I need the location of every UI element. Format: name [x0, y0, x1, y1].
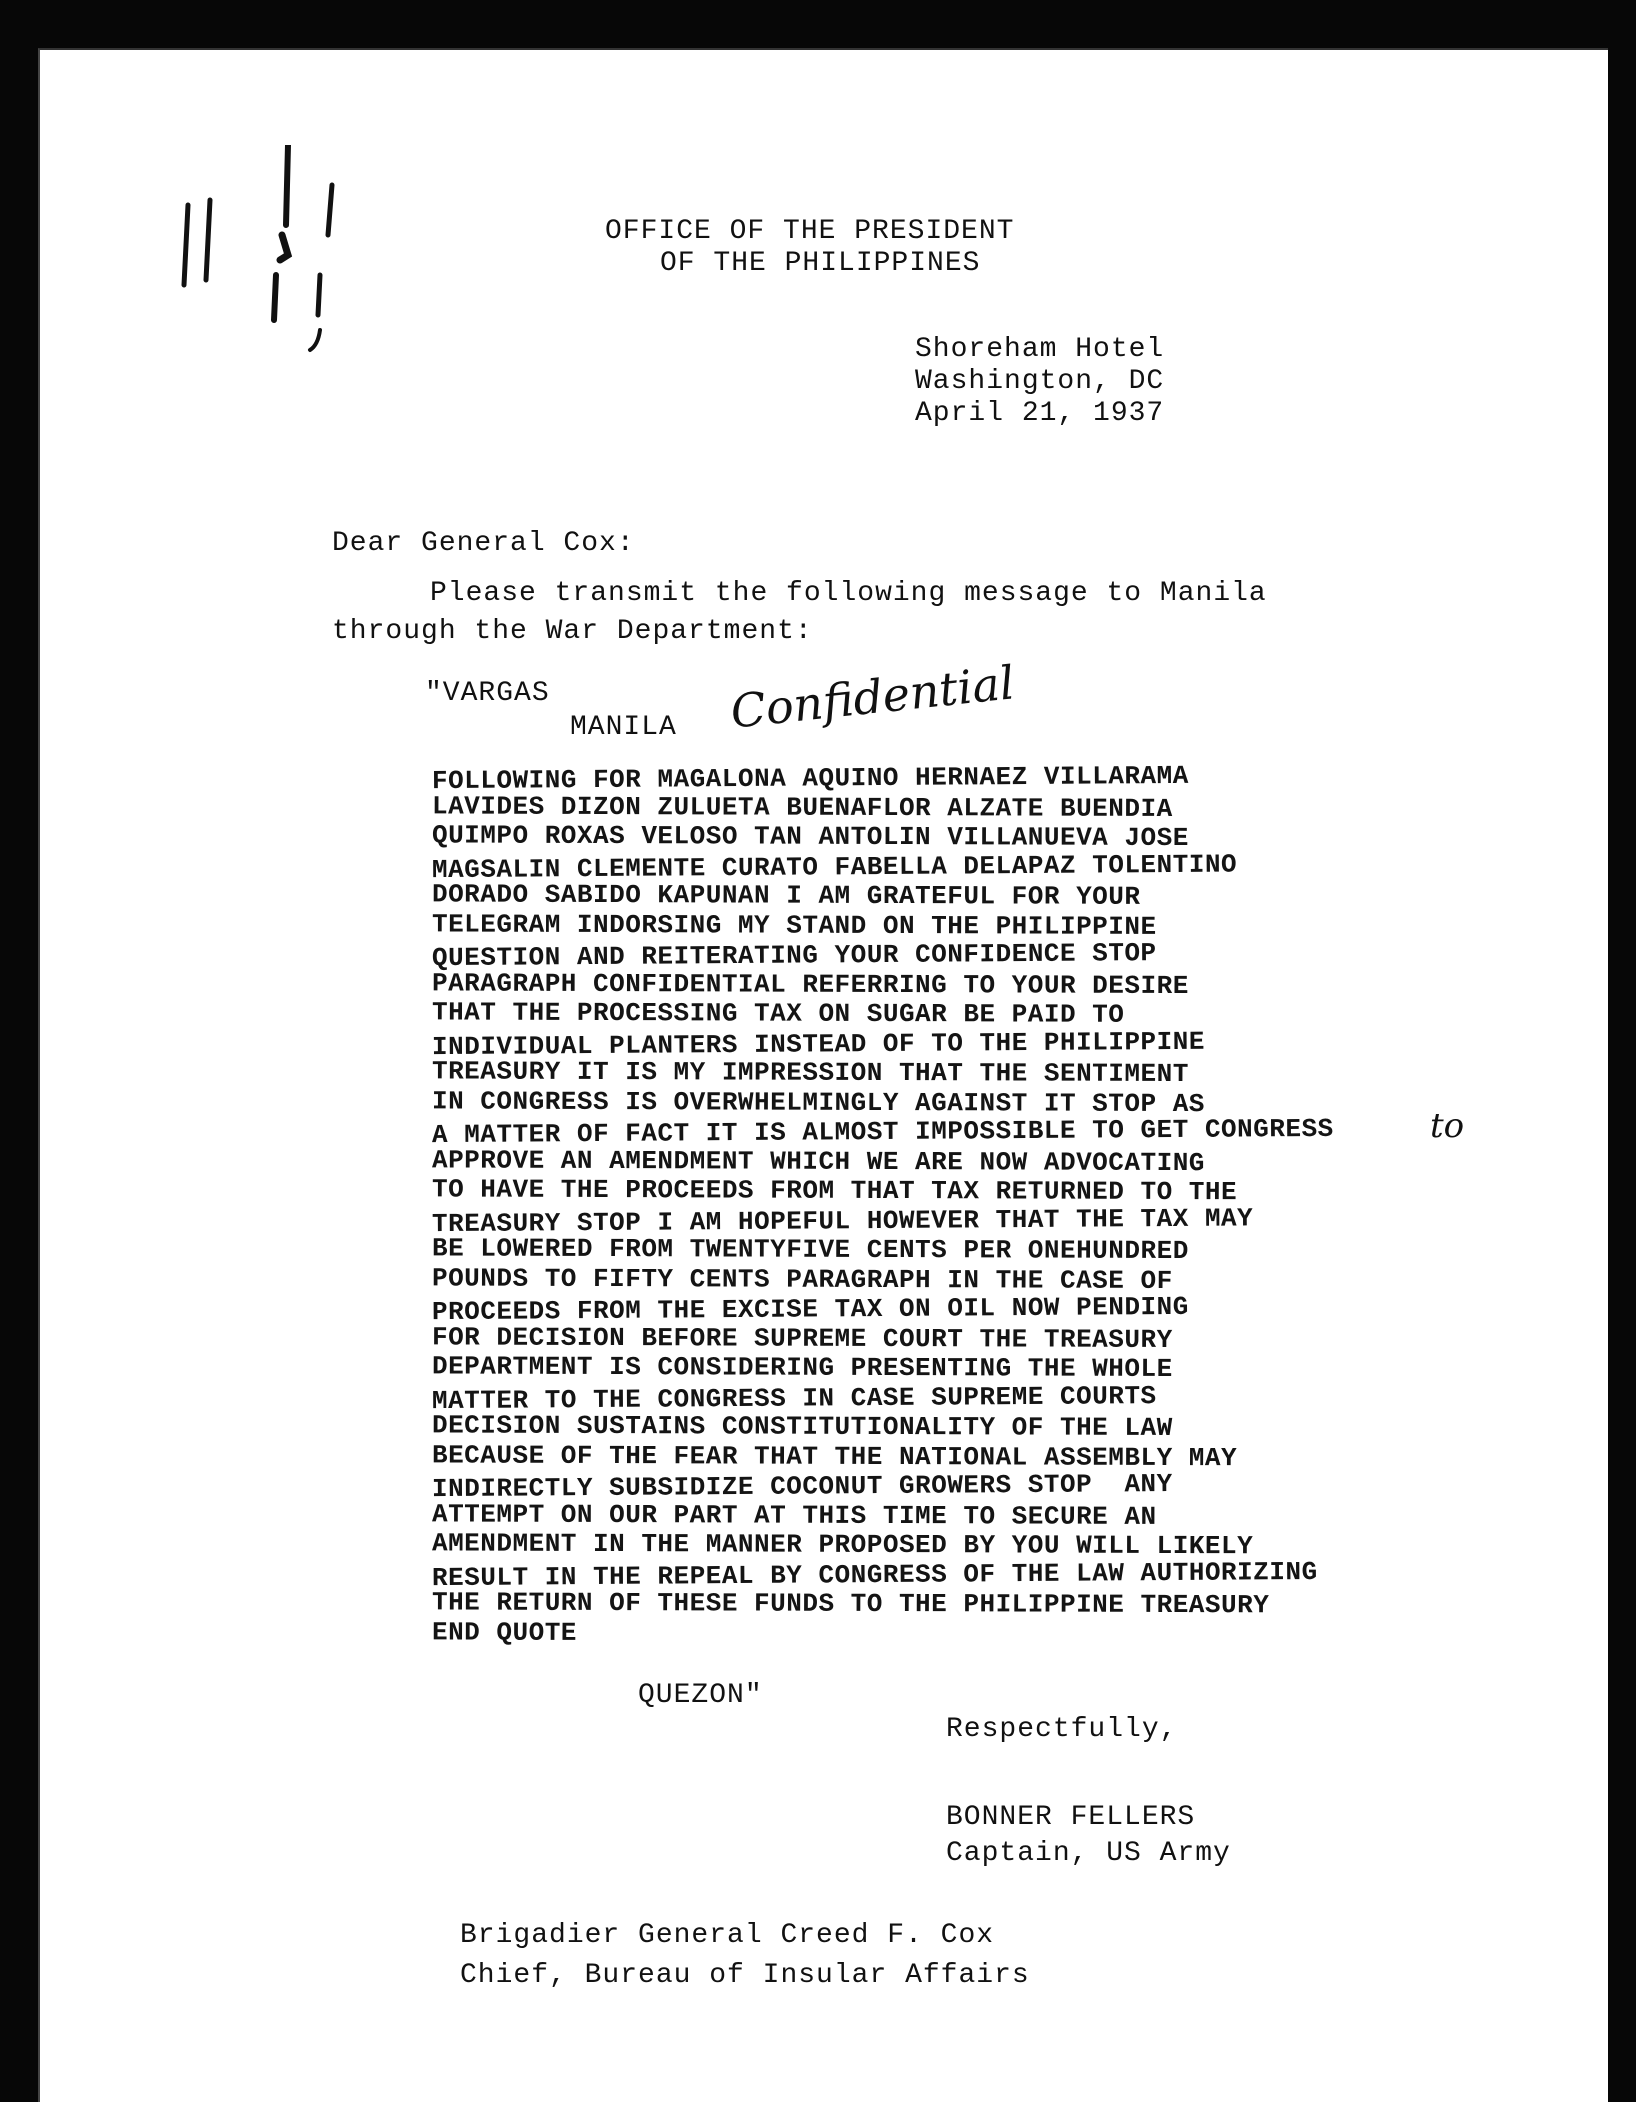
letter-date: April 21, 1937	[915, 398, 1165, 429]
handwritten-margin-note: to	[1430, 1106, 1465, 1146]
telegram-body-line: DECISION SUSTAINS CONSTITUTIONALITY OF THE LAW	[431, 1410, 1173, 1444]
telegram-body-line: A MATTER OF FACT IT IS ALMOST IMPOSSIBLE TO GET CONGRESS	[431, 1113, 1334, 1151]
telegram-body-line: TO HAVE THE PROCEEDS FROM THAT TAX RETURNED TO THE	[431, 1174, 1238, 1208]
telegram-body-line: INDIVIDUAL PLANTERS INSTEAD OF TO THE PHILIPPINE	[431, 1026, 1206, 1062]
document-page	[38, 48, 1608, 2102]
telegram-signoff: QUEZON"	[638, 1680, 763, 1711]
telegram-body-line: THAT THE PROCESSING TAX ON SUGAR BE PAID TO	[431, 997, 1125, 1030]
address-line-1: Shoreham Hotel	[915, 334, 1165, 365]
telegram-body-line: ATTEMPT ON OUR PART AT THIS TIME TO SECURE AN	[431, 1498, 1157, 1532]
telegram-body-line: PROCEEDS FROM THE EXCISE TAX ON OIL NOW PENDING	[431, 1291, 1189, 1328]
letterhead-line-2: OF THE PHILIPPINES	[660, 248, 981, 279]
salutation: Dear General Cox:	[332, 528, 635, 559]
handwritten-tally-marks	[170, 145, 410, 375]
intro-line-1: Please transmit the following message to Manila	[430, 578, 1267, 609]
recipient-line-2: Chief, Bureau of Insular Affairs	[460, 1960, 1030, 1991]
telegram-body-line: FOR DECISION BEFORE SUPREME COURT THE TREASURY	[431, 1321, 1173, 1355]
telegram-body-line: PARAGRAPH CONFIDENTIAL REFERRING TO YOUR DESIRE	[431, 967, 1189, 1001]
telegram-body-line: END QUOTE	[431, 1616, 577, 1648]
telegram-body-line: BE LOWERED FROM TWENTYFIVE CENTS PER ONEHUNDRED	[431, 1233, 1189, 1267]
telegram-body-line: APPROVE AN AMENDMENT WHICH WE ARE NOW ADVOCATING	[431, 1144, 1205, 1178]
signature-title: Captain, US Army	[946, 1838, 1231, 1869]
telegram-body-line: POUNDS TO FIFTY CENTS PARAGRAPH IN THE CASE OF	[431, 1262, 1173, 1296]
telegram-body-line: THE RETURN OF THESE FUNDS TO THE PHILIPPINE TREASURY	[431, 1587, 1270, 1621]
telegram-body-line: TREASURY IT IS MY IMPRESSION THAT THE SENTIMENT	[431, 1056, 1189, 1090]
telegram-body-line: FOLLOWING FOR MAGALONA AQUINO HERNAEZ VILLARAMA	[431, 760, 1189, 797]
intro-line-2: through the War Department:	[332, 616, 813, 647]
handwritten-confidential-note: Confidential	[727, 655, 1017, 739]
telegram-addressee: "VARGAS	[425, 678, 550, 709]
telegram-body-line: DEPARTMENT IS CONSIDERING PRESENTING THE WHOLE	[431, 1351, 1173, 1385]
letterhead-line-1: OFFICE OF THE PRESIDENT	[605, 216, 1015, 247]
telegram-body-line: QUESTION AND REITERATING YOUR CONFIDENCE STOP	[431, 938, 1157, 974]
telegram-body-line: INDIRECTLY SUBSIDIZE COCONUT GROWERS STOP ANY	[431, 1468, 1173, 1505]
telegram-body-line: BECAUSE OF THE FEAR THAT THE NATIONAL ASSEMBLY MAY	[431, 1439, 1238, 1473]
telegram-body	[431, 760, 1334, 1649]
telegram-body-line: AMENDMENT IN THE MANNER PROPOSED BY YOU WILL LIKELY	[431, 1528, 1254, 1562]
telegram-body-line: QUIMPO ROXAS VELOSO TAN ANTOLIN VILLANUEVA JOSE	[431, 820, 1189, 854]
telegram-city: MANILA	[570, 712, 677, 743]
telegram-body-line: MATTER TO THE CONGRESS IN CASE SUPREME COURTS	[431, 1380, 1157, 1416]
telegram-body-line: TREASURY STOP I AM HOPEFUL HOWEVER THAT THE TAX MAY	[431, 1202, 1254, 1239]
telegram-body-line: DORADO SABIDO KAPUNAN I AM GRATEFUL FOR YOUR	[431, 879, 1141, 912]
telegram-body-line: MAGSALIN CLEMENTE CURATO FABELLA DELAPAZ TOLENTINO	[431, 849, 1238, 885]
address-line-2: Washington, DC	[915, 366, 1165, 397]
telegram-body-line: IN CONGRESS IS OVERWHELMINGLY AGAINST IT STOP AS	[431, 1085, 1205, 1119]
telegram-body-line: RESULT IN THE REPEAL BY CONGRESS OF THE LAW AUTHORIZING	[431, 1556, 1318, 1593]
recipient-line-1: Brigadier General Creed F. Cox	[460, 1920, 995, 1951]
telegram-body-line: TELEGRAM INDORSING MY STAND ON THE PHILIPPINE	[431, 908, 1157, 942]
signature-name: BONNER FELLERS	[946, 1802, 1196, 1833]
telegram-body-line: LAVIDES DIZON ZULUETA BUENAFLOR ALZATE BUENDIA	[431, 790, 1173, 824]
closing: Respectfully,	[946, 1714, 1178, 1745]
